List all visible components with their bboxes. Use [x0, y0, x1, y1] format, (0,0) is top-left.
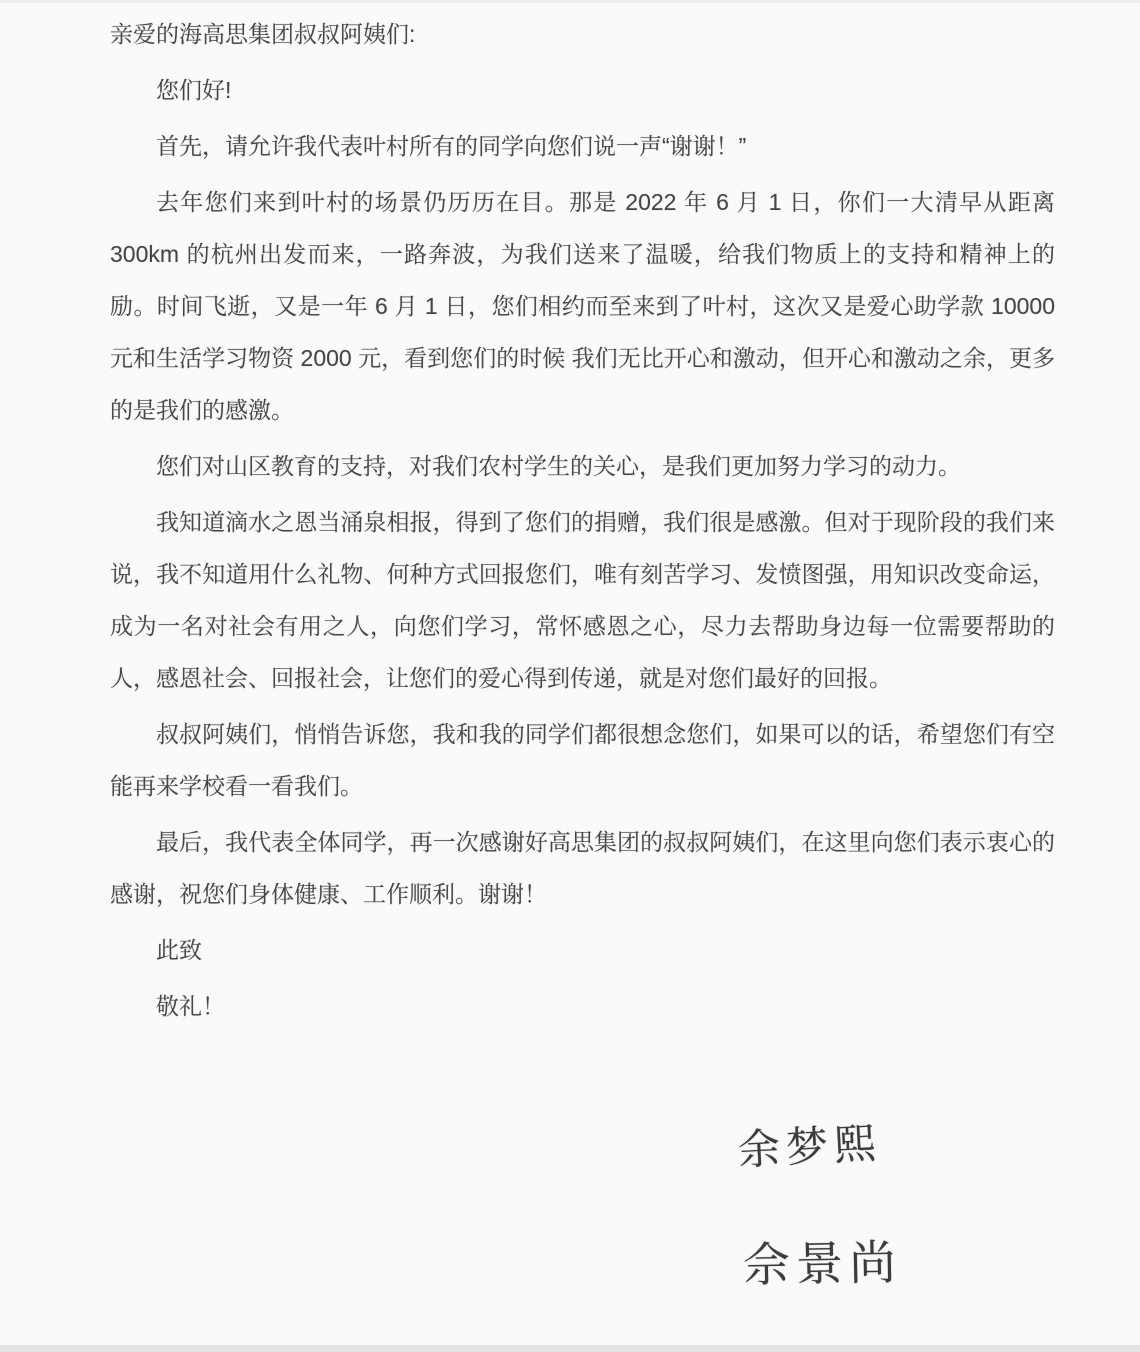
letter-salutation: 亲爱的海高思集团叔叔阿姨们: — [110, 21, 416, 47]
letter-paragraph-thanks: 首先，请允许我代表叶村所有的同学向您们说一声“谢谢！” — [156, 133, 747, 159]
letter-closing-cizhi: 此致 — [156, 937, 202, 963]
letter-paragraph-greeting: 您们好! — [156, 77, 232, 103]
letter-paragraph-support: 您们对山区教育的支持，对我们农村学生的关心，是我们更加努力学习的动力。 — [156, 453, 961, 479]
letter-closing-jingli: 敬礼！ — [156, 993, 225, 1019]
letter-paragraph-miss-you: 叔叔阿姨们，悄悄告诉您，我和我的同学们都很想念您们，如果可以的话，希望您们有空能再来学校看一看我们。 — [110, 721, 1055, 799]
letter-paragraph-final-thanks: 最后，我代表全体同学，再一次感谢好高思集团的叔叔阿姨们，在这里向您们表示衷心的感谢，祝您们身体健康、工作顺利。谢谢！ — [110, 829, 1055, 907]
handwritten-signature-2: 佘景尚 — [742, 1235, 903, 1292]
handwritten-signature-1: 余梦熙 — [736, 1119, 884, 1174]
letter-paragraph-repayment: 我知道滴水之恩当涌泉相报，得到了您们的捐赠，我们很是感激。但对于现阶段的我们来说，我不知道用什么礼物、何种方式回报您们，唯有刻苦学习、发愤图强，用知识改变命运，成为一名对社会有用之人，向您们学习，常怀感恩之心，尽力去帮助身边每一位需要帮助的人，感恩社会、回报社会，让您们的爱心得到传递，就是对您们最好的回报。 — [110, 509, 1055, 691]
letter-paragraph-visit-recollection: 去年您们来到叶村的场景仍历历在目。那是 2022 年 6 月 1 日，你们一大清早从距离300km 的杭州出发而来，一路奔波，为我们送来了温暖，给我们物质上的支持和精神上的励。时间飞逝，又是一年 6 月 1 日，您们相约而至来到了叶村，这次又是爱心助学款 10000 元和生活学习物资 2000 元，看到您们的时候 我们无比开心和激动，但开心和激动之余，更多的是我们的感激。 — [110, 189, 1055, 423]
